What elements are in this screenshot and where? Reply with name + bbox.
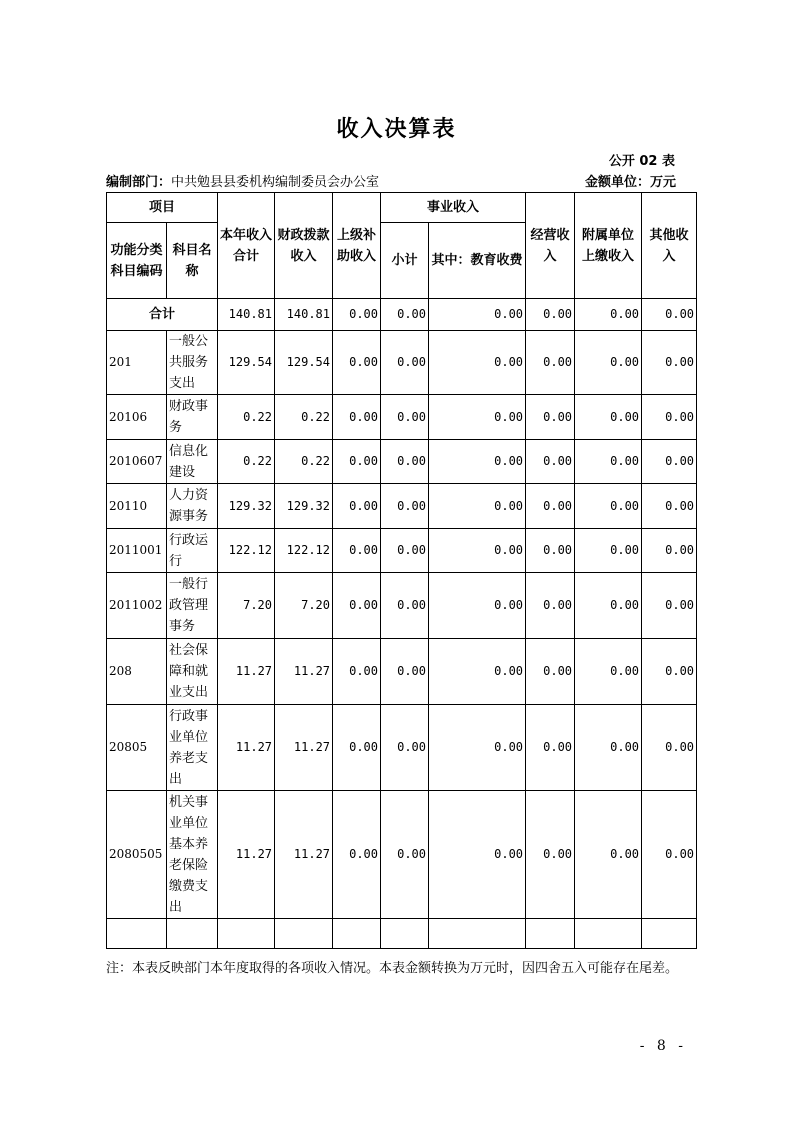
row-value: 0.00 <box>642 395 697 440</box>
row-value: 0.22 <box>218 440 275 484</box>
table-row <box>107 639 697 705</box>
row-value: 7.20 <box>275 573 333 639</box>
row-value: 0.00 <box>381 529 429 573</box>
row-value: 0.00 <box>429 705 526 791</box>
row-value: 0.00 <box>333 573 381 639</box>
row-value: 0.00 <box>429 791 526 919</box>
row-value: 0.00 <box>333 639 381 705</box>
row-code: 20106 <box>107 395 167 440</box>
row-name: 社会保障和就业支出 <box>167 639 218 705</box>
table-row <box>107 791 697 919</box>
empty-cell <box>167 919 218 949</box>
row-name: 人力资源事务 <box>167 484 218 529</box>
row-value: 0.00 <box>642 639 697 705</box>
row-value: 0.00 <box>575 331 642 395</box>
total-label: 合计 <box>107 299 218 331</box>
row-value: 0.00 <box>575 791 642 919</box>
row-value: 0.00 <box>333 705 381 791</box>
row-value: 0.00 <box>381 484 429 529</box>
row-value: 0.00 <box>575 395 642 440</box>
row-value: 0.00 <box>526 331 575 395</box>
row-code: 20110 <box>107 484 167 529</box>
row-value: 0.00 <box>642 440 697 484</box>
page-number: - 8 - <box>639 1038 687 1054</box>
total-cell: 0.00 <box>526 299 575 331</box>
row-value: 0.00 <box>429 484 526 529</box>
row-value: 129.32 <box>218 484 275 529</box>
empty-cell <box>275 919 333 949</box>
row-value: 0.00 <box>333 484 381 529</box>
income-table <box>106 192 697 949</box>
row-value: 0.00 <box>381 639 429 705</box>
row-value: 0.00 <box>642 791 697 919</box>
table-note: 注：本表反映部门本年度取得的各项收入情况。本表金额转换为万元时，因四舍五入可能存在尾差。 <box>106 961 679 976</box>
dept-info <box>106 171 379 190</box>
table-row <box>107 484 697 529</box>
dept-row <box>106 171 676 189</box>
row-code: 2011001 <box>107 529 167 573</box>
table-row-empty <box>107 919 697 949</box>
header-total-income: 本年收入合计 <box>218 193 275 299</box>
row-name: 行政事业单位养老支出 <box>167 705 218 791</box>
row-code: 2080505 <box>107 791 167 919</box>
row-value: 0.22 <box>218 395 275 440</box>
empty-cell <box>429 919 526 949</box>
table-row <box>107 331 697 395</box>
row-value: 0.00 <box>642 573 697 639</box>
row-value: 0.00 <box>429 331 526 395</box>
row-code: 20805 <box>107 705 167 791</box>
row-code: 2010607 <box>107 440 167 484</box>
header-operating: 经营收入 <box>526 193 575 299</box>
row-value: 0.00 <box>575 705 642 791</box>
header-career: 事业收入 <box>381 193 526 223</box>
row-value: 0.00 <box>381 440 429 484</box>
row-value: 0.00 <box>526 440 575 484</box>
row-value: 0.00 <box>429 440 526 484</box>
table-row <box>107 705 697 791</box>
row-value: 0.00 <box>526 484 575 529</box>
empty-cell <box>333 919 381 949</box>
row-name: 财政事务 <box>167 395 218 440</box>
row-name: 一般行政管理事务 <box>167 573 218 639</box>
amount-unit: 金额单位：万元 <box>584 175 676 190</box>
page-title: 收入决算表 <box>336 117 457 142</box>
row-name: 信息化建设 <box>167 440 218 484</box>
row-value: 0.00 <box>526 791 575 919</box>
row-value: 0.00 <box>333 395 381 440</box>
header-other: 其他收入 <box>642 193 697 299</box>
row-value: 0.00 <box>333 440 381 484</box>
header-subtotal: 小计 <box>381 223 429 299</box>
row-code: 208 <box>107 639 167 705</box>
row-value: 0.00 <box>429 639 526 705</box>
table-row-total <box>107 299 697 331</box>
row-value: 0.00 <box>429 395 526 440</box>
row-value: 0.00 <box>642 529 697 573</box>
row-value: 11.27 <box>218 705 275 791</box>
row-value: 0.00 <box>333 529 381 573</box>
row-value: 0.00 <box>381 573 429 639</box>
header-subject-name: 科目名称 <box>167 223 218 299</box>
header-affiliated: 附属单位上缴收入 <box>575 193 642 299</box>
row-name: 机关事业单位基本养老保险缴费支出 <box>167 791 218 919</box>
row-value: 0.00 <box>642 705 697 791</box>
row-value: 122.12 <box>275 529 333 573</box>
total-cell: 0.00 <box>333 299 381 331</box>
total-cell: 0.00 <box>575 299 642 331</box>
row-value: 0.00 <box>575 573 642 639</box>
row-value: 0.00 <box>526 573 575 639</box>
table-row <box>107 395 697 440</box>
table-row <box>107 440 697 484</box>
row-value: 0.00 <box>381 791 429 919</box>
total-cell: 140.81 <box>275 299 333 331</box>
row-value: 7.20 <box>218 573 275 639</box>
row-value: 0.00 <box>381 395 429 440</box>
row-value: 11.27 <box>275 791 333 919</box>
row-value: 0.22 <box>275 440 333 484</box>
row-value: 129.54 <box>218 331 275 395</box>
row-value: 11.27 <box>275 705 333 791</box>
row-value: 129.54 <box>275 331 333 395</box>
row-code: 2011002 <box>107 573 167 639</box>
row-value: 0.00 <box>333 331 381 395</box>
row-value: 11.27 <box>218 791 275 919</box>
row-value: 0.00 <box>381 705 429 791</box>
total-cell: 0.00 <box>642 299 697 331</box>
total-cell: 0.00 <box>429 299 526 331</box>
header-project: 项目 <box>107 193 218 223</box>
form-number: 公开 02 表 <box>608 154 675 169</box>
row-value: 0.00 <box>526 639 575 705</box>
empty-cell <box>107 919 167 949</box>
total-cell: 140.81 <box>218 299 275 331</box>
header-fiscal: 财政拨款收入 <box>275 193 333 299</box>
row-value: 11.27 <box>218 639 275 705</box>
row-value: 0.00 <box>642 484 697 529</box>
empty-cell <box>575 919 642 949</box>
row-code: 201 <box>107 331 167 395</box>
row-value: 0.00 <box>429 529 526 573</box>
row-value: 0.00 <box>429 573 526 639</box>
row-value: 0.00 <box>575 639 642 705</box>
row-name: 一般公共服务支出 <box>167 331 218 395</box>
empty-cell <box>381 919 429 949</box>
empty-cell <box>526 919 575 949</box>
header-func-code: 功能分类科目编码 <box>107 223 167 299</box>
table-row <box>107 573 697 639</box>
row-value: 0.00 <box>575 440 642 484</box>
row-value: 129.32 <box>275 484 333 529</box>
empty-cell <box>218 919 275 949</box>
dept-label: 编制部门： <box>106 175 172 190</box>
row-value: 0.22 <box>275 395 333 440</box>
dept-name: 中共勉县县委机构编制委员会办公室 <box>171 175 380 190</box>
row-value: 122.12 <box>218 529 275 573</box>
row-value: 11.27 <box>275 639 333 705</box>
row-name: 行政运行 <box>167 529 218 573</box>
empty-cell <box>642 919 697 949</box>
row-value: 0.00 <box>642 331 697 395</box>
row-value: 0.00 <box>526 705 575 791</box>
total-cell: 0.00 <box>381 299 429 331</box>
header-subsidy: 上级补助收入 <box>333 193 381 299</box>
row-value: 0.00 <box>526 395 575 440</box>
row-value: 0.00 <box>526 529 575 573</box>
row-value: 0.00 <box>333 791 381 919</box>
row-value: 0.00 <box>575 529 642 573</box>
table-row <box>107 529 697 573</box>
row-value: 0.00 <box>575 484 642 529</box>
header-edu-fee: 其中：教育收费 <box>429 223 526 299</box>
row-value: 0.00 <box>381 331 429 395</box>
